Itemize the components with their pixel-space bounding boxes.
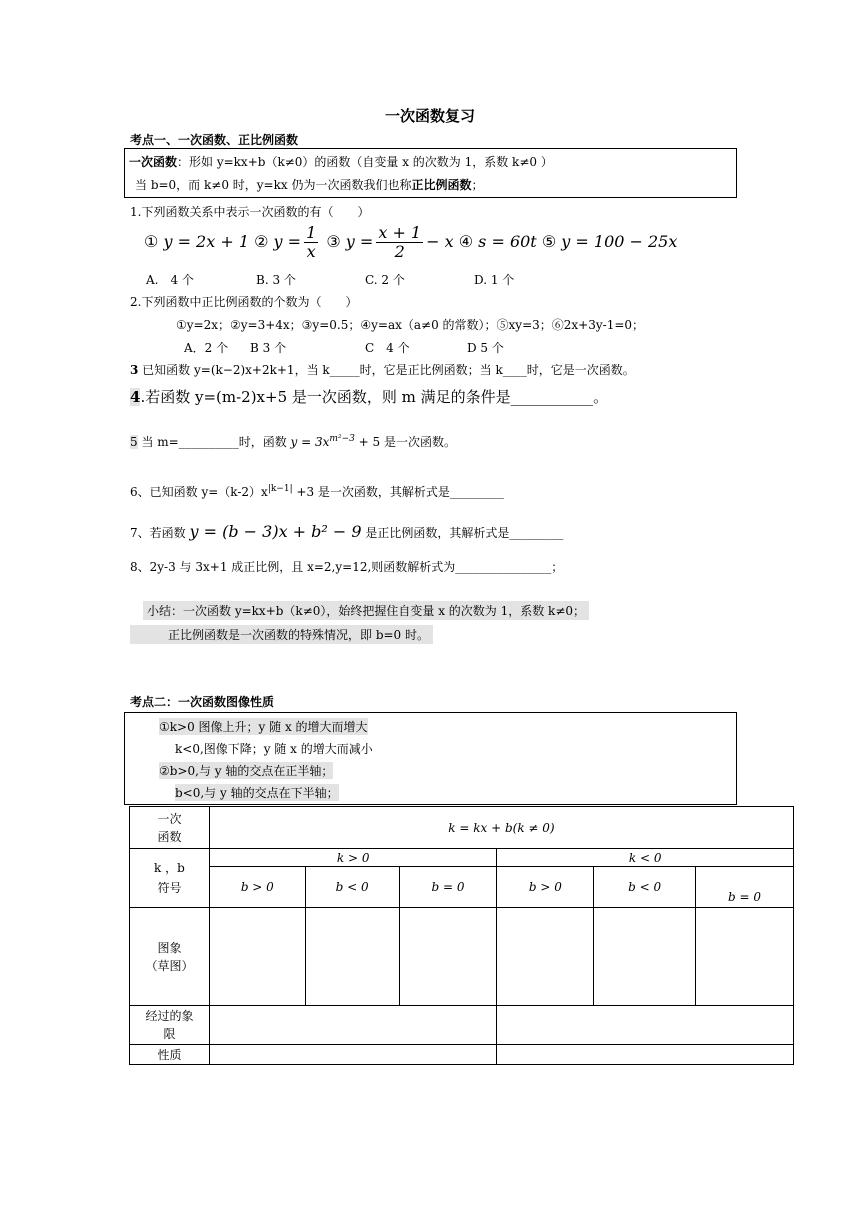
definition-line-2-end: ；: [471, 178, 484, 192]
item-2-label: ②: [254, 232, 269, 251]
definition-term: 一次函数: [129, 155, 178, 169]
item-3-denominator: 2: [394, 242, 405, 261]
row-label-graph: 图象 （草图）: [130, 908, 210, 1006]
table-row: [130, 807, 794, 849]
row-label-function: 一次 函数: [130, 807, 210, 849]
q2-option-c: C 4 个: [365, 341, 410, 355]
item-2-denominator: x: [306, 242, 316, 261]
item-2-numerator: 1: [306, 223, 317, 242]
question-4: [130, 386, 608, 407]
b-cell-2: b < 0: [305, 867, 399, 908]
graph-cell[interactable]: [399, 908, 497, 1006]
properties-table: [129, 806, 794, 1065]
item-5-formula: y = 100 − 25x: [561, 232, 678, 251]
item-3-rest: − x: [426, 232, 454, 251]
quadrants-k-positive[interactable]: [209, 1006, 497, 1045]
summary-line-2: 正比例函数是一次函数的特殊情况，即 b=0 时。: [130, 625, 433, 644]
question-7: [130, 522, 563, 541]
properties-k-positive[interactable]: [209, 1045, 497, 1065]
table-row: [130, 867, 794, 908]
graph-cell[interactable]: [497, 908, 594, 1006]
b-cell-1: b > 0: [209, 867, 305, 908]
item-4-label: ④: [458, 232, 474, 251]
question-8: 8、2y-3 与 3x+1 成正比例，且 x=2,y=12,则函数解析式为________________；: [130, 560, 564, 574]
question-2-items: ①y=2x；②y=3+4x；③y=0.5；④y=ax（a≠0 的常数）；⑤xy=3；⑥2x+3y-1=0；: [176, 318, 645, 332]
question-7-math: y = (b − 3)x + b² − 9: [189, 522, 362, 541]
q2-option-b: B 3 个: [250, 341, 287, 355]
item-3-label: ③: [326, 232, 341, 251]
page-title: 一次函数复习: [384, 107, 475, 125]
properties-box: [124, 712, 737, 805]
question-6-text-a: 6、已知函数 y=（k-2）x: [130, 485, 268, 499]
item-2-lhs: y =: [273, 232, 302, 251]
question-5-math: y = 3x: [290, 435, 330, 449]
question-5-number: 5: [130, 435, 138, 449]
question-2: 2.下列函数中正比例函数的个数为（ ）: [130, 295, 358, 309]
row-label-signs: k ，b 符号: [130, 849, 210, 908]
graph-cell[interactable]: [696, 908, 794, 1006]
quadrants-k-negative[interactable]: [497, 1006, 794, 1045]
question-7-text-a: 7、若函数: [130, 526, 186, 540]
table-row: [130, 908, 794, 1006]
property-4: b<0,与 y 轴的交点在下半轴；: [175, 786, 339, 800]
item-3-lhs: y =: [345, 232, 374, 251]
q1-option-a: A. 4 个: [146, 273, 194, 287]
question-7-text-b: 是正比例函数，其解析式是_________: [365, 526, 564, 540]
graph-cell[interactable]: [209, 908, 305, 1006]
definition-proportional-term: 正比例函数: [411, 178, 472, 192]
k-negative-header: k < 0: [497, 849, 794, 867]
b-cell-6: b = 0: [696, 867, 794, 908]
graph-cell[interactable]: [594, 908, 696, 1006]
graph-cell[interactable]: [305, 908, 399, 1006]
item-1-formula: y = 2x + 1: [163, 232, 250, 251]
question-6: [130, 483, 504, 500]
section1-heading: 考点一、一次函数、正比例函数: [130, 133, 299, 147]
row-label-properties: 性质: [130, 1045, 210, 1065]
question-3-number: 3: [130, 363, 139, 377]
question-4-text: .若函数 y=(m-2)x+5 是一次函数，则 m 满足的条件是___________。: [140, 388, 609, 406]
question-6-text-b: +3 是一次函数，其解析式是_________: [292, 485, 504, 499]
question-5-exponent: m²−3: [329, 434, 355, 444]
question-3: [130, 361, 635, 378]
function-formula: k = kx + b(k ≠ 0): [209, 807, 793, 849]
item-1-label: ①: [144, 232, 159, 251]
q1-option-c: C. 2 个: [365, 273, 405, 287]
table-row: [130, 849, 794, 867]
q1-option-d: D. 1 个: [474, 273, 515, 287]
item-3-fraction: [376, 224, 423, 261]
question-1: 1.下列函数关系中表示一次函数的有（ ）: [130, 205, 370, 219]
definition-box: [124, 148, 737, 198]
k-positive-header: k > 0: [209, 849, 497, 867]
definition-text: ：形如 y=kx+b（k≠0）的函数（自变量 x 的次数为 1，系数 k≠0 ）: [177, 155, 553, 169]
definition-line-2-text: 当 b=0，而 k≠0 时，y=kx 仍为一次函数我们也称: [135, 178, 412, 192]
question-5-text-b: + 5 是一次函数。: [354, 435, 456, 449]
property-3: ②b>0,与 y 轴的交点在正半轴；: [159, 764, 334, 778]
question-1-items: [144, 224, 677, 261]
table-row: [130, 1045, 794, 1065]
b-cell-3: b = 0: [399, 867, 497, 908]
section2-heading: 考点二：一次函数图像性质: [130, 695, 275, 709]
summary-line-1: 小结：一次函数 y=kx+b（k≠0），始终把握住自变量 x 的次数为 1，系数 k≠0；: [143, 601, 589, 620]
table-row: [130, 1006, 794, 1045]
q2-option-d: D 5 个: [467, 341, 504, 355]
question-5: [130, 433, 456, 450]
b-cell-5: b < 0: [594, 867, 696, 908]
b-cell-4: b > 0: [497, 867, 594, 908]
item-4-formula: s = 60t: [478, 232, 537, 251]
item-3-numerator: x + 1: [378, 223, 422, 242]
property-1: ①k>0 图像上升；y 随 x 的增大而增大: [159, 720, 368, 734]
q1-option-b: B. 3 个: [256, 273, 296, 287]
property-2: k<0,图像下降；y 随 x 的增大而减小: [175, 742, 373, 756]
question-6-exponent: |k−1|: [267, 484, 293, 494]
item-2-fraction: [304, 224, 318, 261]
question-4-number: 4: [130, 388, 141, 406]
properties-k-negative[interactable]: [497, 1045, 794, 1065]
question-5-text-a: 当 m=__________时，函数: [137, 435, 287, 449]
q2-option-a: A．2 个: [184, 341, 229, 355]
item-5-label: ⑤: [541, 232, 557, 251]
row-label-quadrants: 经过的象 限: [130, 1006, 210, 1045]
definition-line-2: [135, 176, 484, 193]
definition-line-1: [129, 153, 553, 170]
question-3-text: 已知函数 y=(k−2)x+2k+1，当 k_____时，它是正比例函数；当 k____时，它是一次函数。: [138, 363, 635, 377]
